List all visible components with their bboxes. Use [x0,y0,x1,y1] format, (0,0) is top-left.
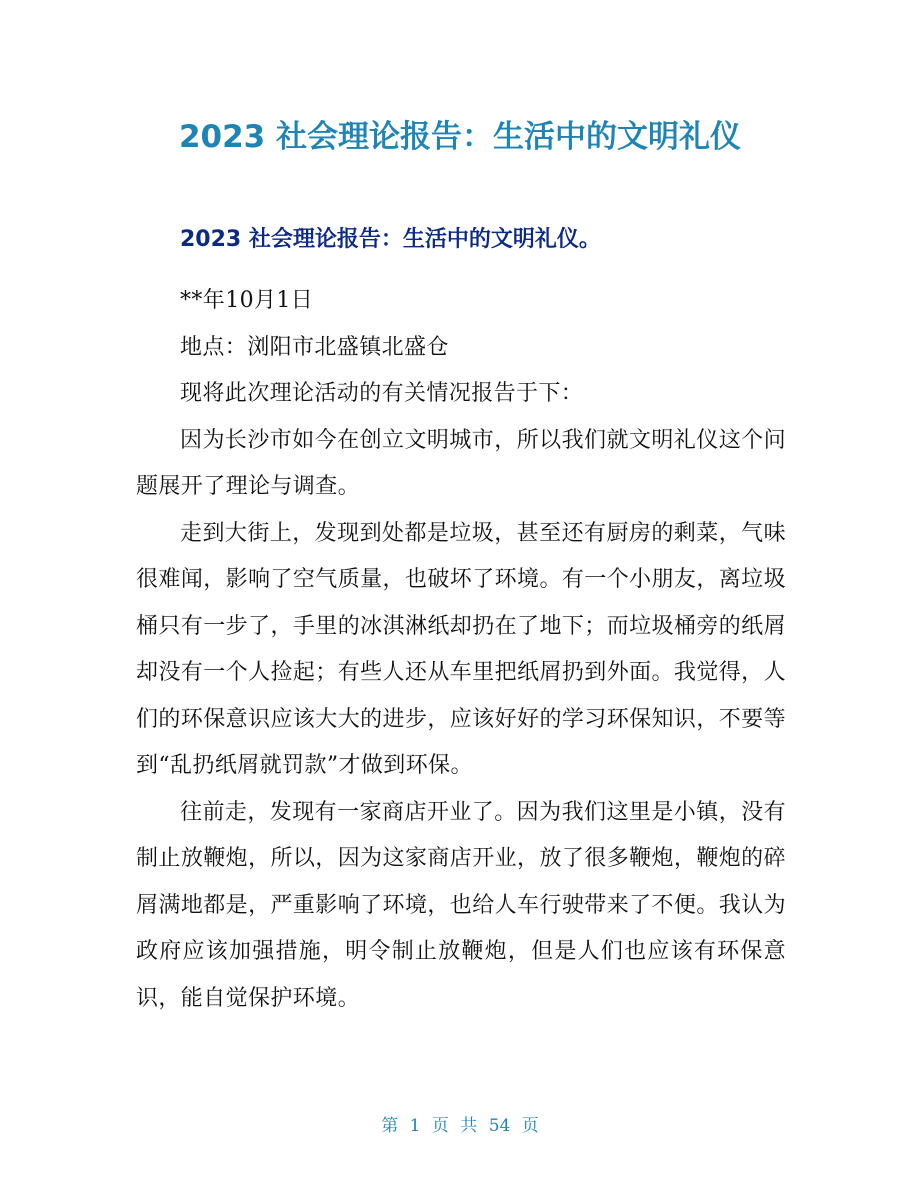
location-line: 地点：浏阳市北盛镇北盛仓 [180,334,449,360]
intro-paragraph: 现将此次理论活动的有关情况报告于下： [180,381,584,406]
page-footer [0,1112,920,1140]
footer-page-label: 第 [381,1116,399,1136]
body-paragraph: 走到大街上，发现到处都是垃圾，甚至还有厨房的剩菜，气味很难闻，影响了空气质量，也破坏了环境。有一个小朋友，离垃圾桶只有一步了，手里的冰淇淋纸却扔在了地下；而垃圾桶旁的纸屑却没有一个人捡起；有些人还从车里把纸屑扔到外面。我觉得，人们的环保意识应该大大的进步，应该好好的学习环保知识，不要等到“乱扔纸屑就罚款”才做到环保。 [136,520,786,778]
footer-total-label: 共 [460,1116,478,1136]
footer-page-unit-end: 页 [521,1116,539,1136]
document-title: 2023 社会理论报告：生活中的文明礼仪 [178,119,742,155]
document-subtitle: 2023 社会理论报告：生活中的文明礼仪。 [180,227,601,252]
footer-total-pages: 54 [488,1116,511,1136]
date-line: **年10月1日 [180,288,314,313]
footer-current-page: 1 [409,1116,421,1136]
document-body [136,278,786,1022]
footer-page-unit: 页 [431,1116,449,1136]
body-paragraph: 因为长沙市如今在创立文明城市，所以我们就文明礼仪这个问题展开了理论与调查。 [136,427,786,499]
body-paragraph: 往前走，发现有一家商店开业了。因为我们这里是小镇，没有制止放鞭炮，所以，因为这家商店开业，放了很多鞭炮，鞭炮的碎屑满地都是，严重影响了环境，也给人车行驶带来了不便。我认为政府应该加强措施，明令制止放鞭炮，但是人们也应该有环保意识，能自觉保护环境。 [136,799,786,1011]
